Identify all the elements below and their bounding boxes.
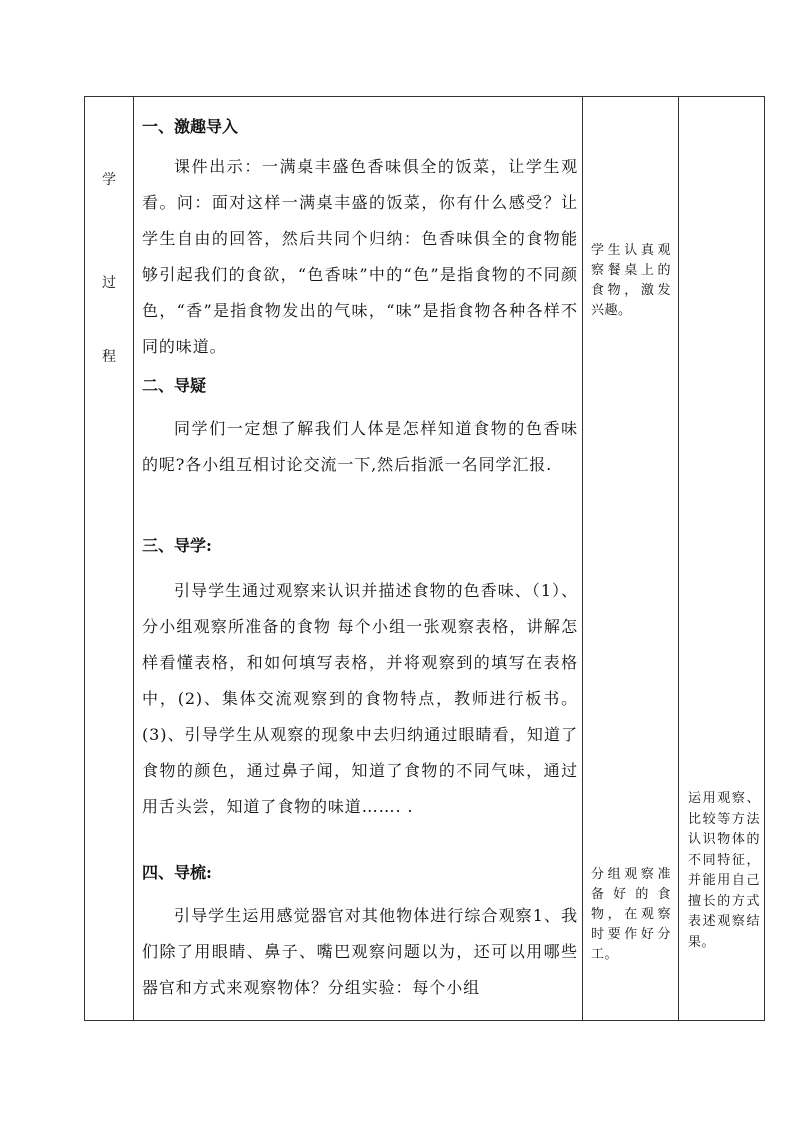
section-heading-question: 二、导疑 xyxy=(142,376,207,395)
lesson-table xyxy=(84,96,765,1021)
section-heading-study: 三、导学: xyxy=(142,536,212,555)
student-activity-note-1: 学生认真观察餐桌上的食物，激发兴趣。 xyxy=(591,243,671,318)
section-heading-summary: 四、导梳: xyxy=(142,863,212,882)
side-label-char-3: 程 xyxy=(102,349,116,365)
student-activity-note-2: 分组观察准备好的食物，在观察时要作好分工。 xyxy=(591,867,671,962)
column-divider-1 xyxy=(133,97,134,1020)
side-label-char-1: 学 xyxy=(102,172,116,188)
section-text-question: 同学们一定想了解我们人体是怎样知道食物的色香味的呢?各小组互相讨论交流一下,然后指派一名同学汇报. xyxy=(142,419,578,474)
side-label-char-2: 过 xyxy=(102,275,116,291)
section-text-intro: 课件出示：一满桌丰盛色香味俱全的饭菜，让学生观看。问：面对这样一满桌丰盛的饭菜，你有什么感受？让学生自由的回答，然后共同个归纳：色香味俱全的食物能够引起我们的食欲，“色香味”中的“色”是指食物的不同颜色，“香”是指食物发出的气味，“味”是指食物各种各样不同的味道。 xyxy=(142,157,578,356)
section-heading-intro: 一、激趣导入 xyxy=(142,117,239,136)
column-divider-3 xyxy=(678,97,679,1020)
design-intent-note: 运用观察、比较等方法认识物体的不同特征，并能用自己擅长的方式表述观察结果。 xyxy=(688,791,760,950)
column-divider-2 xyxy=(582,97,583,1020)
section-text-study: 引导学生通过观察来认识并描述食物的色香味、（1）、分小组观察所准备的食物 每个小组一张观察表格，讲解怎样看懂表格，和如何填写表格，并将观察到的填写在表格中，(2)、集体交流观察到的食物特点，教师进行板书。(3)、引导学生从观察的现象中去归纳通过眼睛看，知道了食物的颜色，通过鼻子闻，知道了食物的不同气味，通过用舌头尝，知道了食物的味道……. . xyxy=(142,581,578,816)
section-text-summary: 引导学生运用感觉器官对其他物体进行综合观察1、我们除了用眼睛、鼻子、嘴巴观察问题以为，还可以用哪些器官和方式来观察物体？分组实验：每个小组 xyxy=(142,906,578,997)
